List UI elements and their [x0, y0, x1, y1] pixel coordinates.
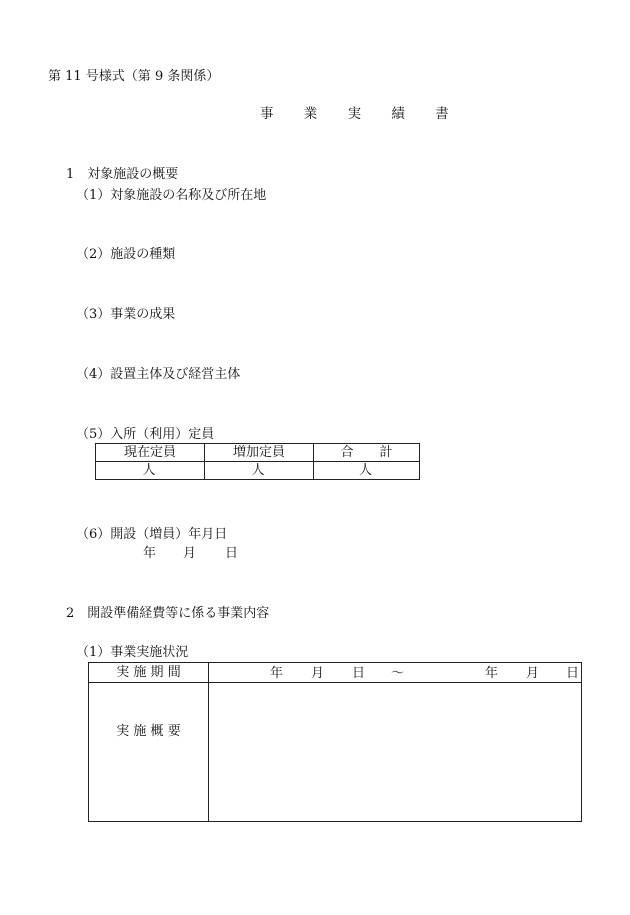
period-end-day: 日: [566, 666, 580, 681]
period-value[interactable]: [209, 663, 582, 683]
section1-heading: 1 対象施設の概要: [66, 167, 179, 182]
period-start-month: 月: [311, 666, 325, 681]
period-label: 実 施 期 間: [89, 663, 209, 683]
implementation-table: [88, 662, 582, 822]
table-row: [89, 663, 582, 683]
header-total-capacity: 合 計: [314, 444, 420, 462]
period-tilde: ～: [391, 666, 405, 681]
item-facility-name-location: （1）対象施設の名称及び所在地: [76, 188, 267, 203]
capacity-table: [95, 443, 420, 480]
section2-sub-heading: （1）事業実施状況: [76, 645, 189, 660]
period-end-month: 月: [526, 666, 540, 681]
overview-label: [89, 683, 209, 822]
item-facility-type: （2）施設の種類: [76, 247, 176, 262]
table-row: [89, 683, 582, 822]
period-start-day: 日: [352, 666, 366, 681]
item-opening-date: （6）開設（増員）年月日: [76, 527, 228, 542]
date-year: 年: [143, 546, 157, 561]
period-start-year: 年: [270, 666, 284, 681]
date-month: 月: [183, 546, 197, 561]
item-results: （3）事業の成果: [76, 307, 176, 322]
total-capacity-cell[interactable]: 人: [314, 462, 420, 480]
item-capacity: （5）入所（利用）定員: [76, 427, 215, 442]
item-operator: （4）設置主体及び経営主体: [76, 367, 241, 382]
date-day: 日: [225, 546, 239, 561]
period-end-year: 年: [485, 666, 499, 681]
form-number: 第 11 号様式（第 9 条関係）: [48, 69, 220, 84]
added-capacity-cell[interactable]: 人: [205, 462, 314, 480]
page-title: 事 業 実 績 書: [260, 106, 462, 122]
overview-label-text: 実 施 概 要: [116, 724, 181, 739]
header-current-capacity: 現在定員: [96, 444, 205, 462]
table-row: [96, 444, 420, 462]
current-capacity-cell[interactable]: 人: [96, 462, 205, 480]
table-row: [96, 462, 420, 480]
header-added-capacity: 増加定員: [205, 444, 314, 462]
overview-value[interactable]: [209, 683, 582, 822]
section2-heading: 2 開設準備経費等に係る事業内容: [66, 606, 270, 621]
